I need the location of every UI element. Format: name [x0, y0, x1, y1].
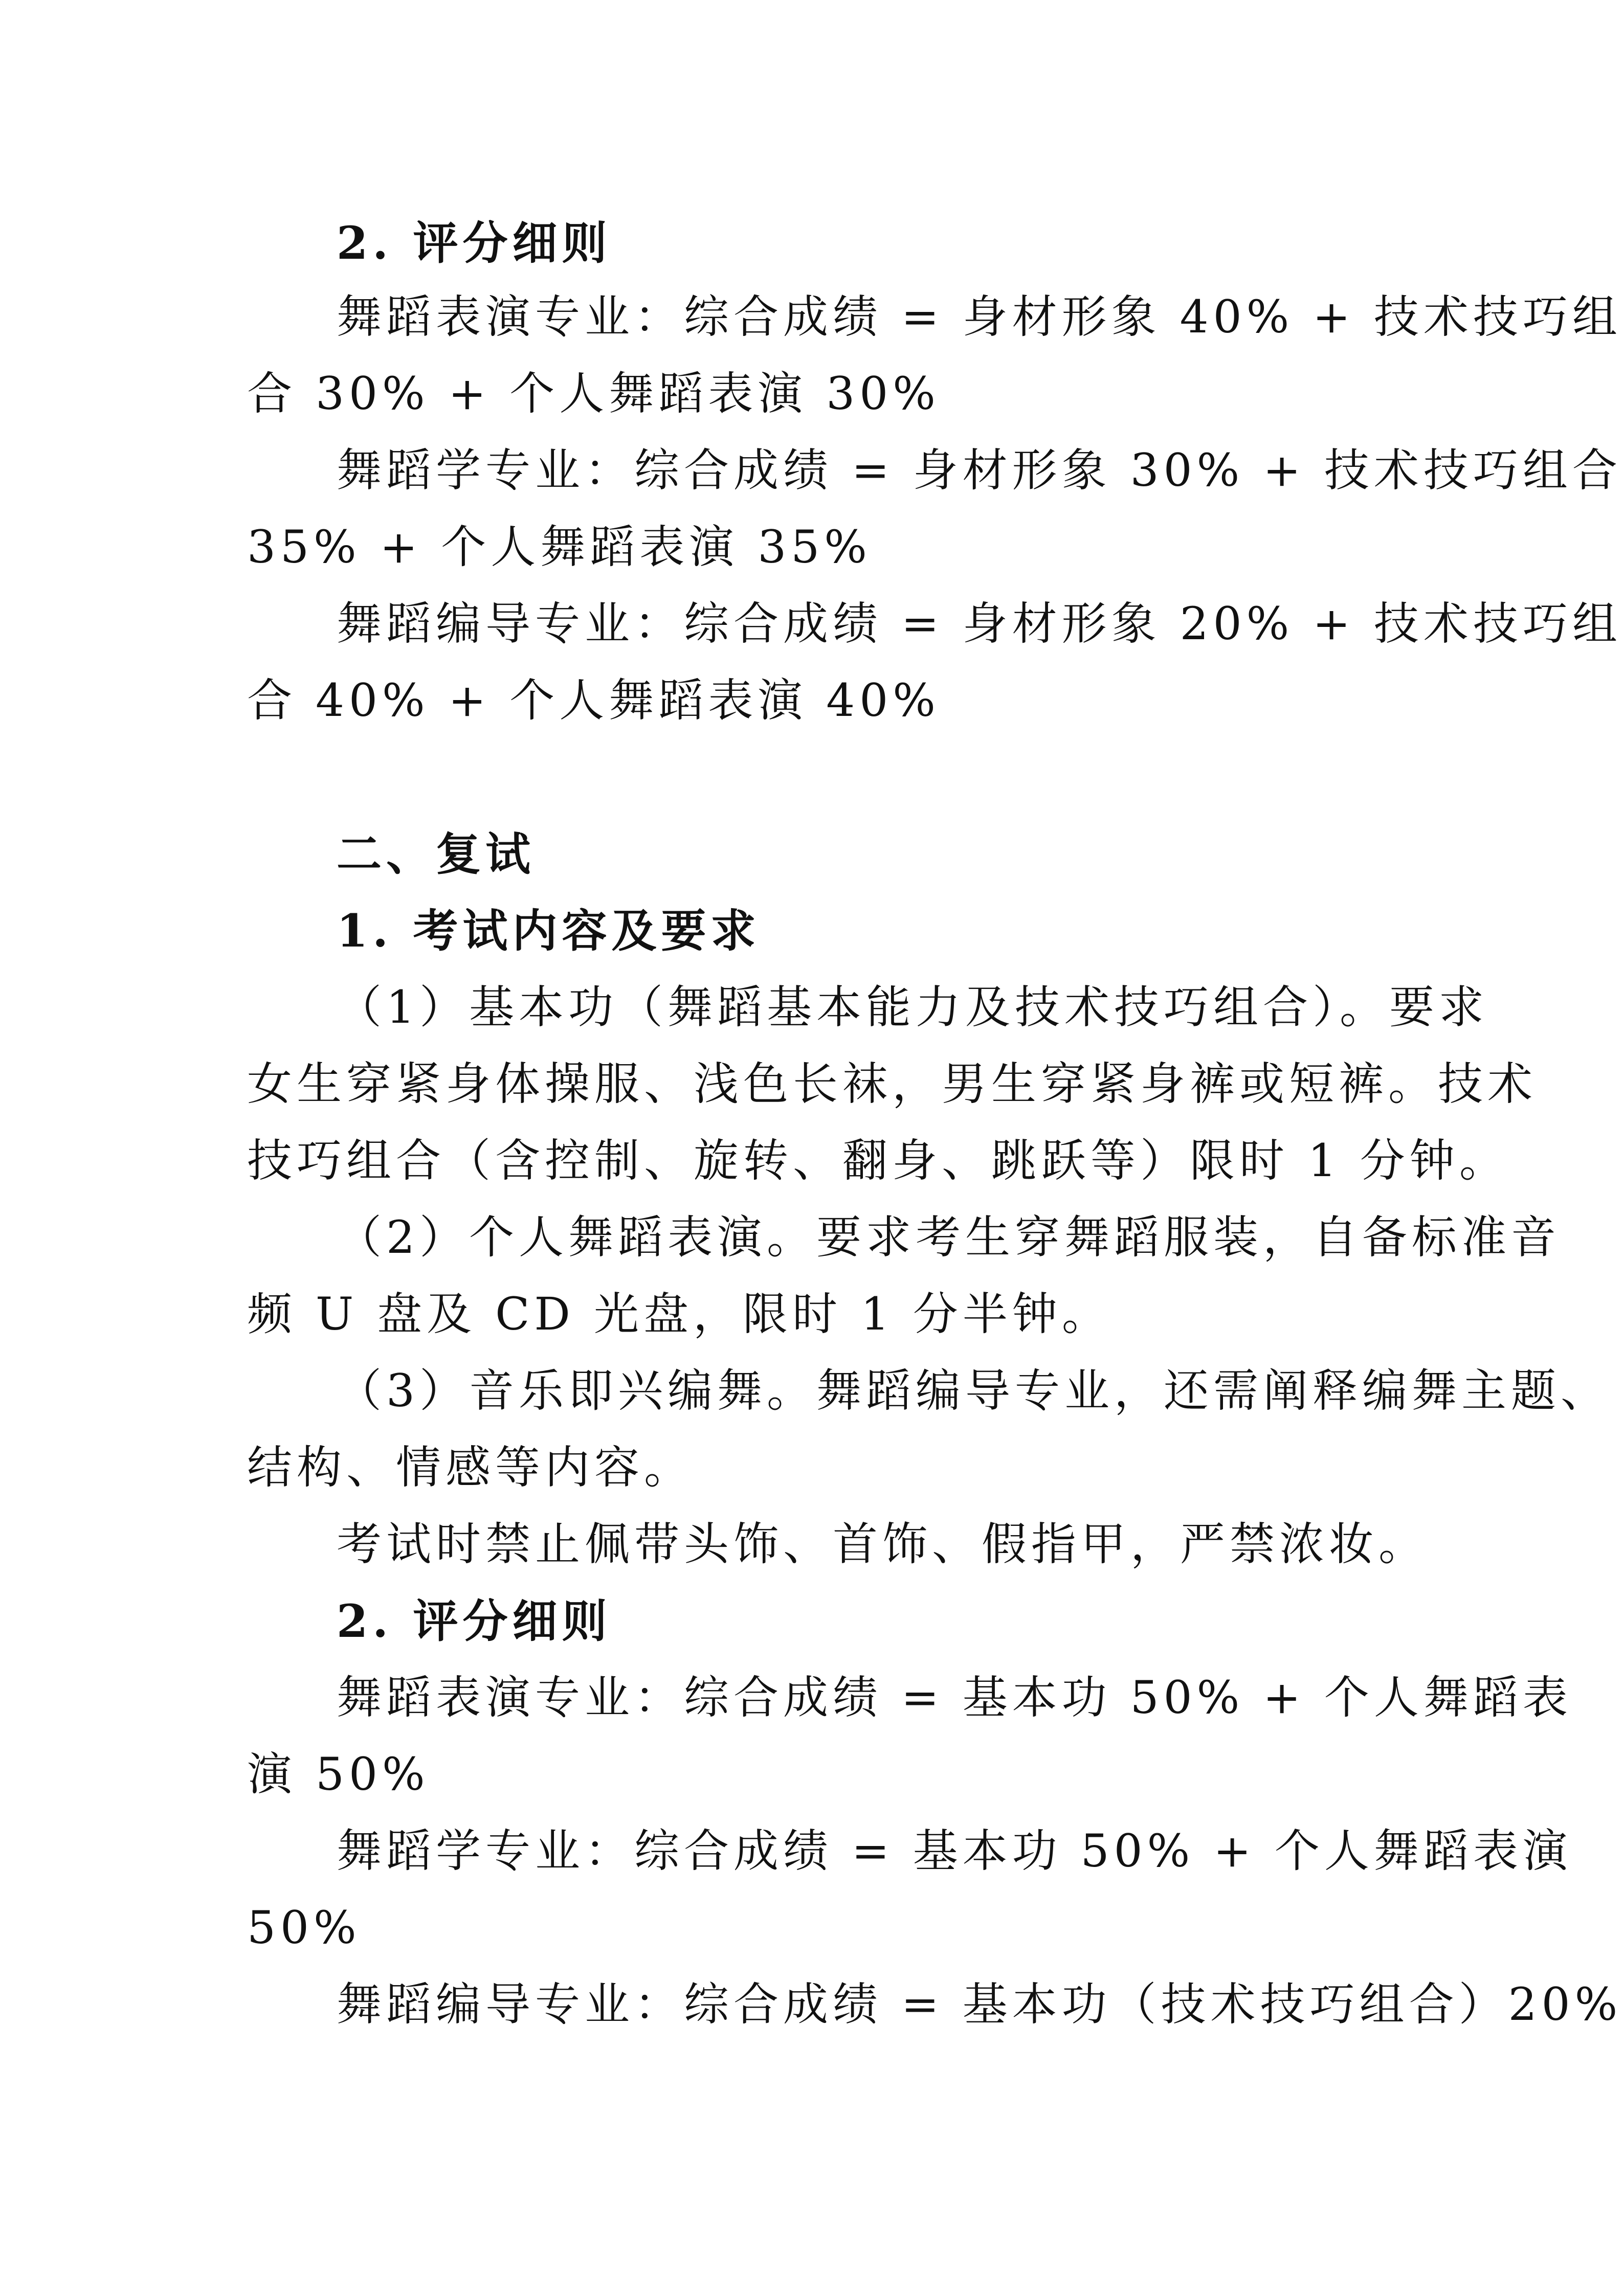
retest-content-heading: 1. 考试内容及要求 [337, 904, 761, 957]
prelim-dance-studies-line-2: 35% + 个人舞蹈表演 35% [247, 521, 872, 573]
retest-basic-skills-line-3: 技巧组合（含控制、旋转、翻身、跳跃等）限时 1 分钟。 [247, 1134, 1509, 1187]
retest-basic-skills-line-1: （1）基本功（舞蹈基本能力及技术技巧组合）。要求 [337, 981, 1488, 1033]
retest-improv-choreo-line-2: 结构、情感等内容。 [247, 1441, 694, 1494]
prelim-dance-studies-line-1: 舞蹈学专业：综合成绩 = 身材形象 30% + 技术技巧组合 [337, 444, 1622, 497]
prelim-choreography-line-1: 舞蹈编导专业：综合成绩 = 身材形象 20% + 技术技巧组 [337, 597, 1622, 650]
retest-choreography-line-1: 舞蹈编导专业：综合成绩 = 基本功（技术技巧组合）20% [337, 1978, 1622, 2031]
prelim-scoring-heading: 2. 评分细则 [337, 216, 612, 269]
prelim-choreography-line-2: 合 40% + 个人舞蹈表演 40% [247, 674, 940, 727]
retest-basic-skills-line-2: 女生穿紧身体操服、浅色长袜，男生穿紧身裤或短裤。技术 [247, 1057, 1538, 1110]
retest-section-title: 二、复试 [337, 827, 536, 881]
retest-exam-rules: 考试时禁止佩带头饰、首饰、假指甲，严禁浓妆。 [337, 1518, 1429, 1570]
retest-solo-performance-line-1: （2）个人舞蹈表演。要求考生穿舞蹈服装，自备标准音 [337, 1211, 1561, 1264]
retest-dance-studies-line-1: 舞蹈学专业：综合成绩 = 基本功 50% + 个人舞蹈表演 [337, 1825, 1572, 1877]
retest-dance-performance-line-1: 舞蹈表演专业：综合成绩 = 基本功 50% + 个人舞蹈表 [337, 1671, 1572, 1724]
retest-solo-performance-line-2: 频 U 盘及 CD 光盘，限时 1 分半钟。 [247, 1288, 1111, 1340]
prelim-dance-performance-line-2: 合 30% + 个人舞蹈表演 30% [247, 367, 940, 420]
retest-dance-performance-line-2: 演 50% [247, 1748, 430, 1800]
prelim-dance-performance-line-1: 舞蹈表演专业：综合成绩 = 身材形象 40% + 技术技巧组 [337, 290, 1622, 343]
retest-improv-choreo-line-1: （3）音乐即兴编舞。舞蹈编导专业，还需阐释编舞主题、 [337, 1364, 1610, 1417]
retest-scoring-heading: 2. 评分细则 [337, 1594, 612, 1648]
retest-dance-studies-line-2: 50% [247, 1901, 361, 1954]
